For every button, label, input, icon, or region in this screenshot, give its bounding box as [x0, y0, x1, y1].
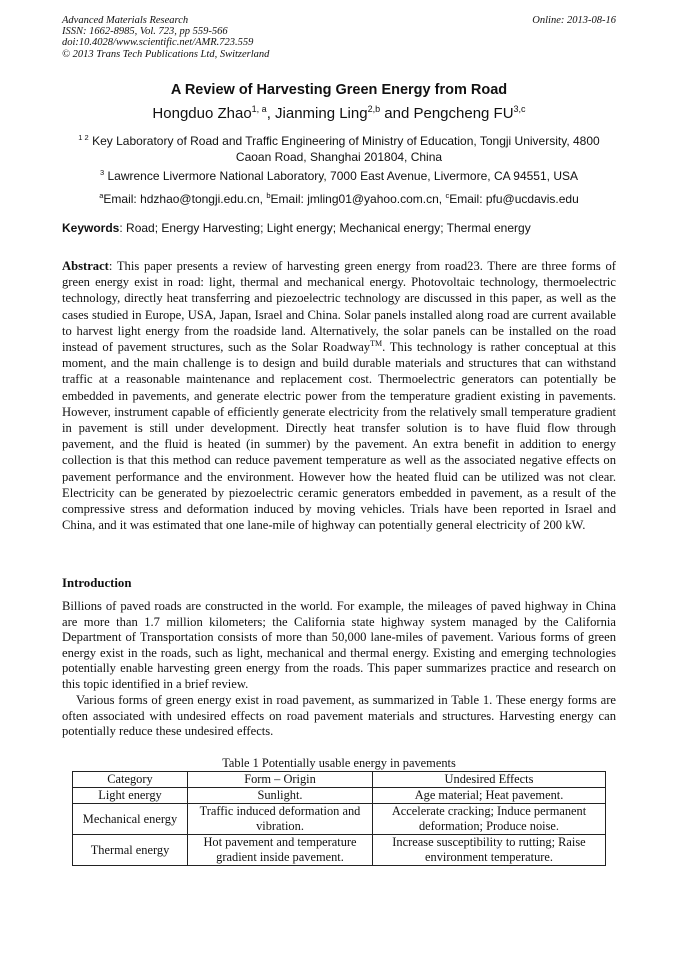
- email-c[interactable]: Email: pfu@ucdavis.edu: [449, 192, 579, 206]
- keywords-text: : Road; Energy Harvesting; Light energy; Mechanical energy; Thermal energy: [119, 221, 531, 235]
- table-header-cell: Undesired Effects: [373, 772, 606, 788]
- email-line: [62, 188, 616, 208]
- author-1-sup: 1, a: [251, 104, 267, 114]
- table-cell: Thermal energy: [73, 835, 188, 866]
- affiliation-2: [62, 165, 616, 185]
- table-cell: Mechanical energy: [73, 804, 188, 835]
- table-caption: Table 1 Potentially usable energy in pavements: [222, 756, 456, 770]
- affiliation-2-text: Lawrence Livermore National Laboratory, 7000 East Avenue, Livermore, CA 94551, USA: [107, 169, 578, 183]
- abstract-text-1: : This paper presents a review of harvesting green energy from road23. There are three forms of green energy exist in road: light, thermal and mechanical energy. Photovoltaic technology, thermoelectric technology, directly heat transferring and piezoelectric technology are discussed in this paper, as well as the cases studied in Europe, USA, Japan, Israel and China. Solar panels installed along road are current available to harvest light energy from the roadside land. Alternatively, the solar panels can be installed on the road instead of pavement structures, such as the Solar Roadway: [62, 259, 616, 355]
- table-cell: Light energy: [73, 788, 188, 804]
- introduction-heading: Introduction: [62, 576, 132, 590]
- email-b-sup: b: [266, 191, 271, 200]
- table-header-cell: Form – Origin: [188, 772, 373, 788]
- email-a[interactable]: Email: hdzhao@tongji.edu.cn,: [103, 192, 267, 206]
- abstract-text-2: . This technology is rather conceptual at this moment, and the main challenge is to design and build durable materials and structures that can withstand traffic at a reasonable maintenance and replacement cost. Thermoelectric generators can potentially be embedded in pavements, and generate electric power from the temperature gradient existing in pavements. However, instrument capable of efficiently generate electricity from the relatively small temperature gradient in pavement is still under development. Directly heat transfer solution is to have fluid flow through pavement, and the fluid is heated (in summer) by the pavement. An extra benefit in addition to energy collection is that this method can reduce pavement temperature as well as the associated negative effects on pavement performance and the environment. However how the heated fluid can be utilized was not clear. Electricity can be generated by piezoelectric ceramic generators embedded in pavement, as a result of the compressive stress and deformation induced by moving vehicles. Trials have been reported in Israel and China, and it was estimated that one lane-mile of highway can potentially general electricity of 200 kW.: [62, 340, 616, 533]
- email-c-sup: c: [445, 191, 450, 200]
- energy-table: [72, 771, 606, 866]
- table-row: [73, 804, 606, 835]
- trademark-sup: TM: [370, 338, 383, 348]
- author-1: Hongduo Zhao: [152, 105, 252, 122]
- table-row: [73, 788, 606, 804]
- table-cell: Hot pavement and temperature gradient inside pavement.: [188, 835, 373, 866]
- abstract: [62, 258, 616, 533]
- doi-line: doi:10.4028/www.scientific.net/AMR.723.559: [62, 37, 254, 49]
- paper-title: A Review of Harvesting Green Energy from Road: [170, 82, 508, 98]
- email-a-sup: a: [99, 191, 104, 200]
- journal-header: [62, 15, 269, 60]
- table-cell: Age material; Heat pavement.: [373, 788, 606, 804]
- introduction-paragraph-2: Various forms of green energy exist in road pavement, as summarized in Table 1. These energy forms are often associated with undesired effects on road pavement materials and structures. Harvesting energy can potentially reduce these undesired effects.: [62, 693, 616, 739]
- issn-line: ISSN: 1662-8985, Vol. 723, pp 559-566: [62, 26, 228, 38]
- affiliation-2-sup: 3: [99, 168, 105, 177]
- author-2-sup: 2,b: [367, 104, 381, 114]
- table-cell: Sunlight.: [188, 788, 373, 804]
- table-cell: Increase susceptibility to rutting; Raise environment temperature.: [373, 835, 606, 866]
- table-header-row: [73, 772, 606, 788]
- affiliation-1: [62, 130, 616, 165]
- table-cell: Traffic induced deformation and vibration.: [188, 804, 373, 835]
- author-3: and Pengcheng FU: [380, 105, 514, 122]
- affiliation-1-text: Key Laboratory of Road and Traffic Engineering of Ministry of Education, Tongji University, 4800 Caoan Road, Shanghai 201804, China: [92, 134, 600, 164]
- journal-name: Advanced Materials Research: [62, 15, 189, 26]
- introduction-paragraph-1: Billions of paved roads are constructed in the world. For example, the mileages of paved highway in China are more than 1.7 million kilometers; the California state highway system managed by the California Department of Transportation consists of more than 50,000 lane-miles of pavement. Various forms of green energy exist in the roads, such as light, mechanical and thermal energy. Existing and emerging technologies potentially enable harvesting green energy from the roads. This paper summarizes practice and research on this topic identified in a brief review.: [62, 599, 616, 691]
- table-header-cell: Category: [73, 772, 188, 788]
- author-line: [0, 104, 678, 122]
- copyright-line: © 2013 Trans Tech Publications Ltd, Switzerland: [62, 48, 270, 60]
- email-b[interactable]: Email: jmling01@yahoo.com.cn,: [270, 192, 446, 206]
- author-2: , Jianming Ling: [266, 105, 368, 122]
- keywords-label: Keywords: [62, 221, 120, 235]
- table-row: [73, 835, 606, 866]
- abstract-label: Abstract: [62, 259, 109, 273]
- keywords: [62, 221, 616, 235]
- online-date: Online: 2013-08-16: [532, 15, 616, 26]
- table-cell: Accelerate cracking; Induce permanent deformation; Produce noise.: [373, 804, 606, 835]
- affiliation-1-sup: 1 2: [78, 133, 89, 142]
- author-3-sup: 3,c: [513, 104, 526, 114]
